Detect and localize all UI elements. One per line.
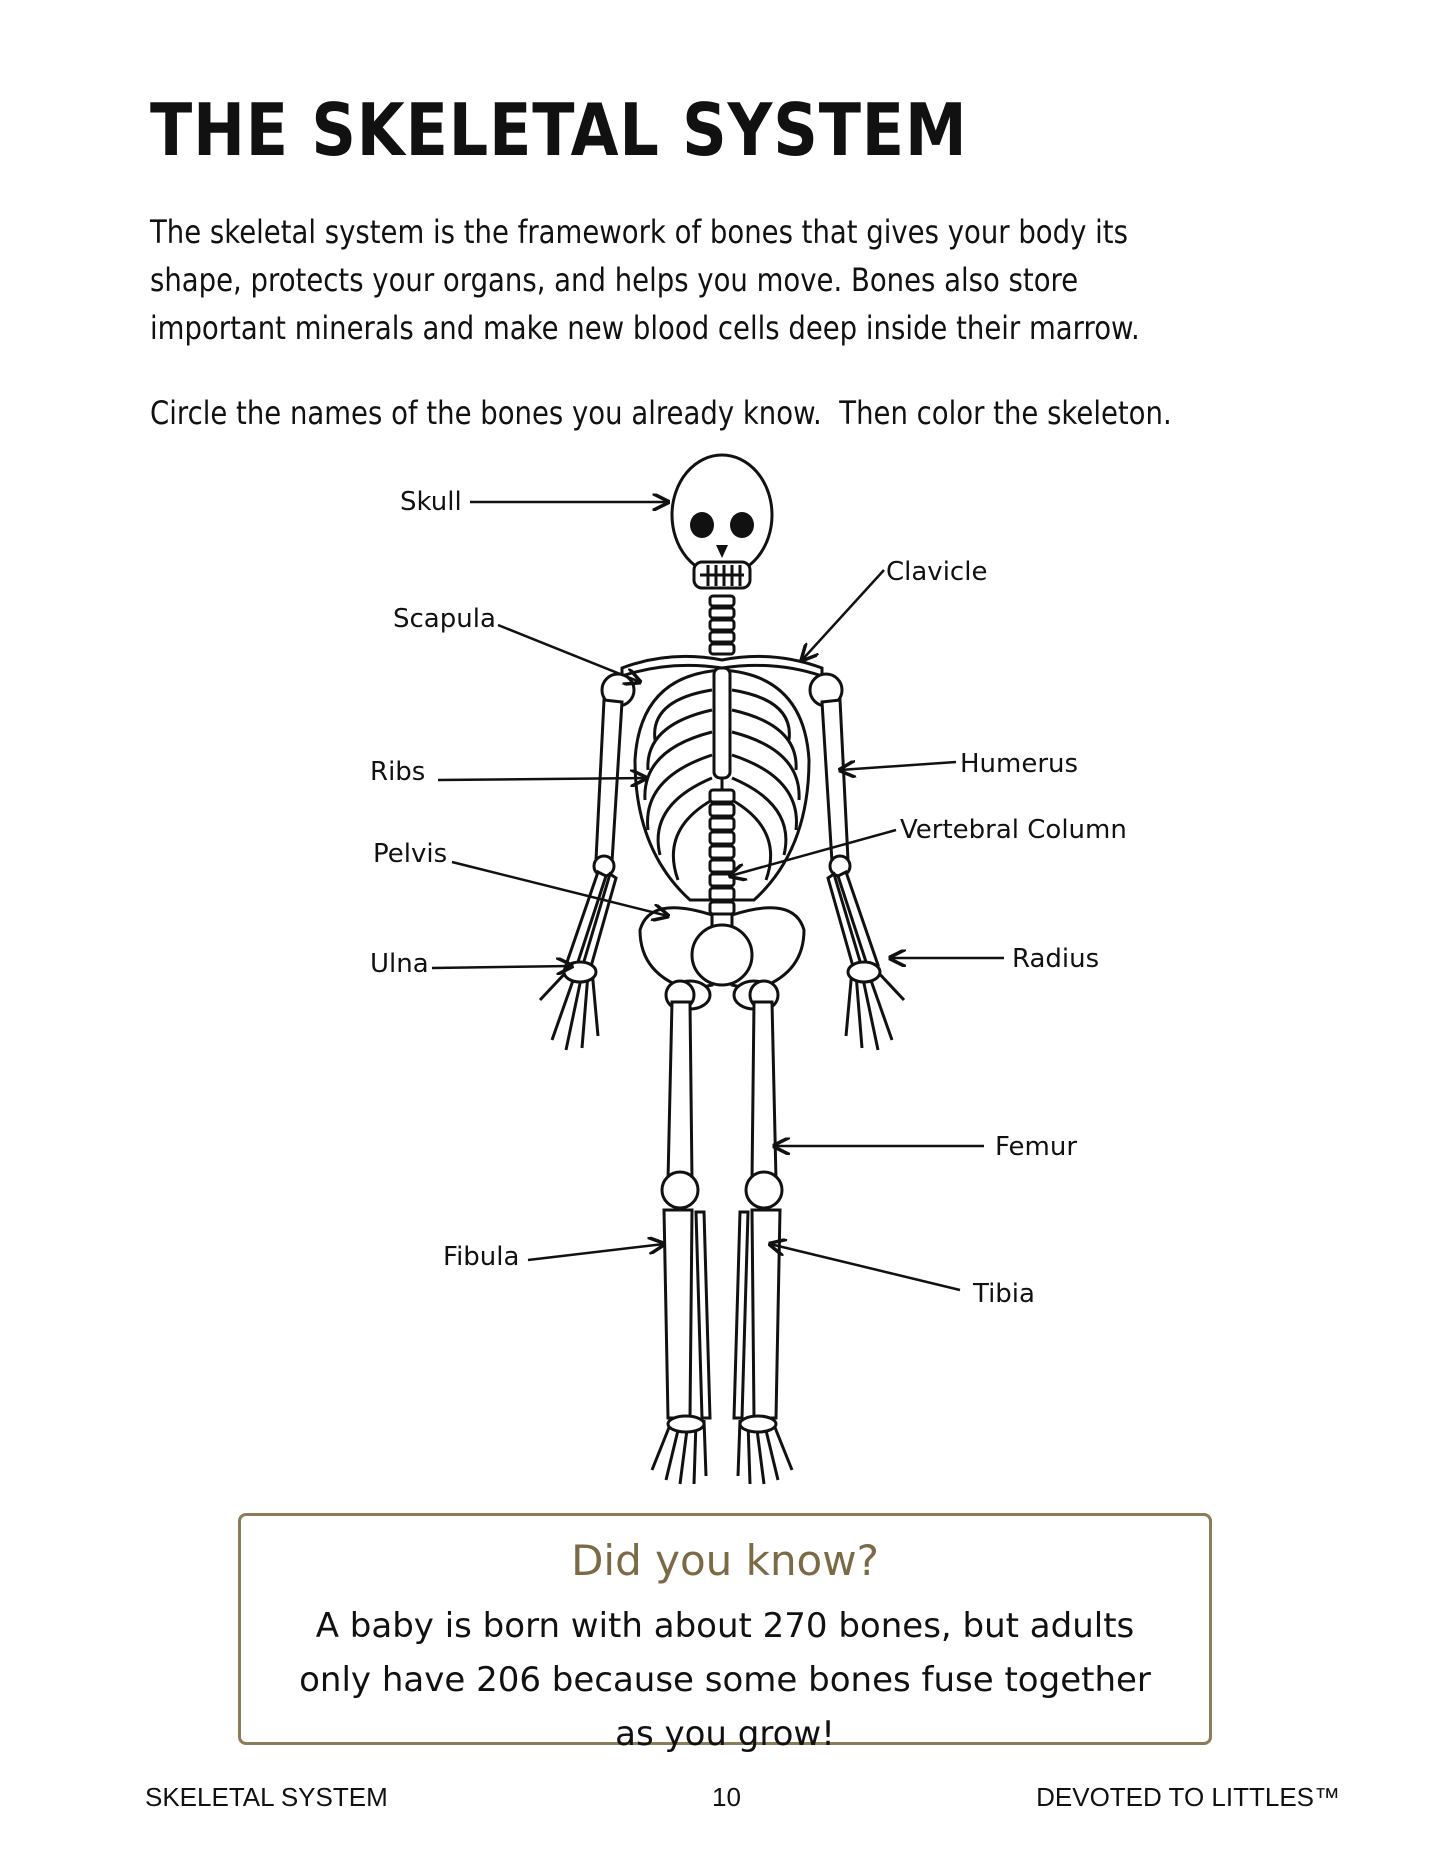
label-femur: Femur xyxy=(995,1132,1078,1162)
label-fibula: Fibula xyxy=(443,1242,520,1272)
right-leg-drawing xyxy=(734,981,792,1484)
label-scapula: Scapula xyxy=(393,604,496,634)
spine-drawing xyxy=(710,790,734,914)
label-clavicle: Clavicle xyxy=(886,557,988,587)
neck-vertebrae xyxy=(710,596,734,654)
arrow-scapula xyxy=(498,625,640,682)
label-radius: Radius xyxy=(1012,944,1100,974)
left-leg-drawing xyxy=(652,981,710,1484)
arrow-humerus xyxy=(840,762,956,770)
label-vertebral-column: Vertebral Column xyxy=(900,815,1127,845)
fact-box-title: Did you know? xyxy=(571,1536,879,1585)
arrow-clavicle xyxy=(802,570,884,660)
left-arm-drawing xyxy=(540,700,622,1050)
page-title: THE SKELETAL SYSTEM xyxy=(150,88,968,172)
fact-box-text: A baby is born with about 270 bones, but adults only have 206 because some bones fuse together as you grow! xyxy=(299,1606,1151,1754)
label-tibia: Tibia xyxy=(973,1279,1035,1309)
label-ulna: Ulna xyxy=(370,949,429,979)
label-ribs: Ribs xyxy=(370,757,426,787)
instruction-text: Circle the names of the bones you already know. Then color the skeleton. xyxy=(150,394,1172,432)
arrow-pelvis xyxy=(452,862,668,916)
footer-right: DEVOTED TO LITTLES™ xyxy=(1036,1782,1340,1812)
footer-left: SKELETAL SYSTEM xyxy=(145,1782,388,1812)
arrow-fibula xyxy=(528,1244,664,1260)
right-arm-drawing xyxy=(822,700,904,1050)
did-you-know-box xyxy=(238,1513,1212,1754)
label-humerus: Humerus xyxy=(960,749,1079,779)
skull-drawing xyxy=(672,455,772,588)
label-skull: Skull xyxy=(400,487,462,517)
footer-page-number: 10 xyxy=(712,1782,741,1812)
arrow-tibia xyxy=(770,1244,960,1290)
intro-paragraph: The skeletal system is the framework of bones that gives your body its shape, protects your organs, and helps you move. Bones also store important minerals and make new blood cells deep inside their marrow. xyxy=(150,213,1140,347)
label-pelvis: Pelvis xyxy=(373,839,448,869)
arrow-ulna xyxy=(432,966,572,968)
